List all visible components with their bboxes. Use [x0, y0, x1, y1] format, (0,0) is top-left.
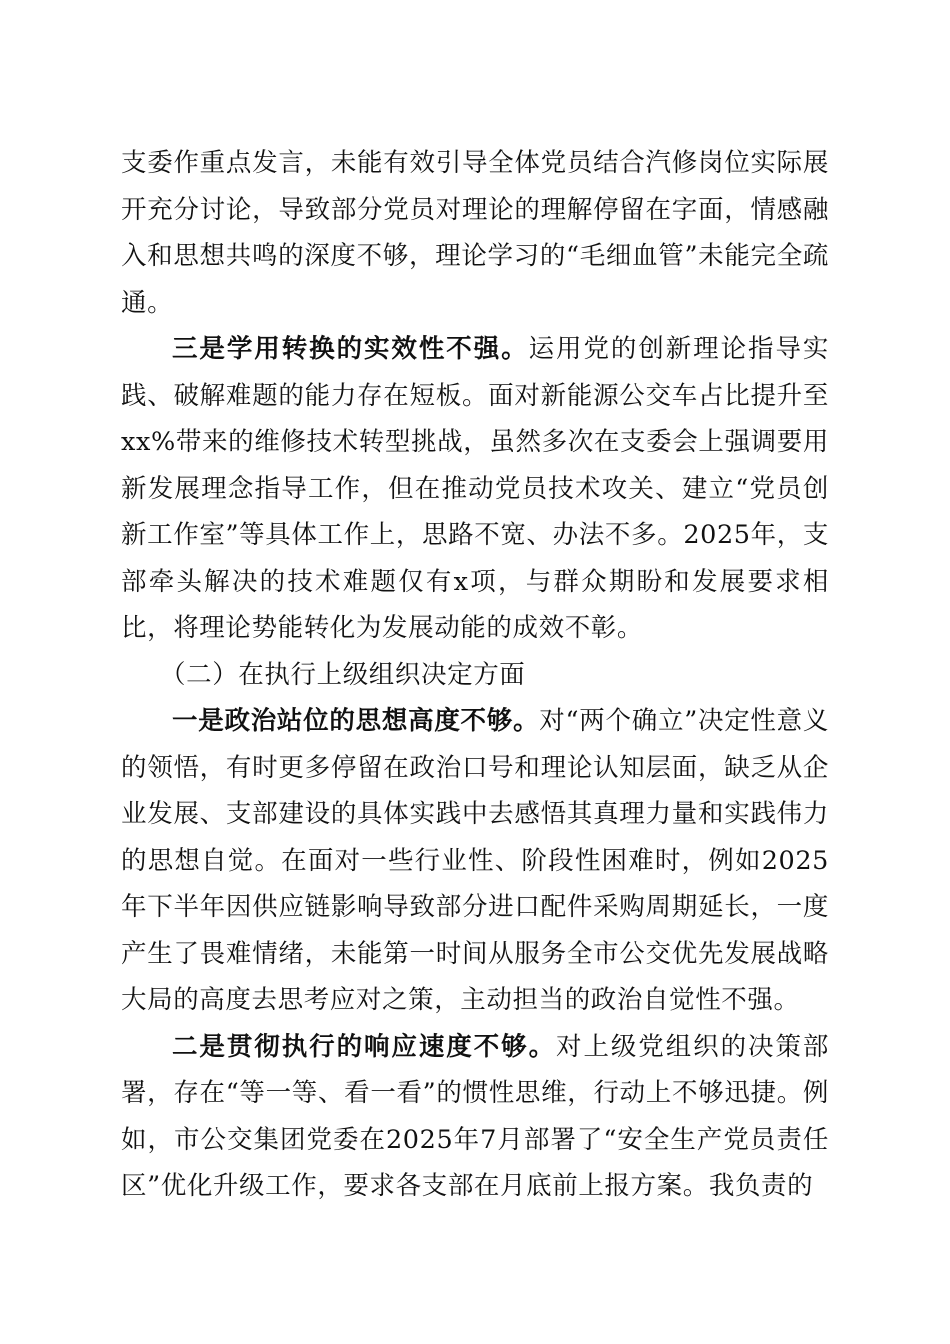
paragraph-text: 对“两个确立”决定性意义的领悟，有时更多停留在政治口号和理论认知层面，缺乏从企业发展、支部建设的具体实践中去感悟其真理力量和实践伟力的思想自觉。在面对一些行业性、阶段性困难时，例如2025年下半年因供应链影响导致部分进口配件采购周期延长，一度产生了畏难情绪，未能第一时间从服务全市公交优先发展战略大局的高度去思考应对之策，主动担当的政治自觉性不强。: [121, 706, 829, 1015]
paragraph-lead: 一是政治站位的思想高度不够。: [172, 706, 540, 736]
paragraph-text: 支委作重点发言，未能有效引导全体党员结合汽修岗位实际展开充分讨论，导致部分党员对理论的理解停留在字面，情感融入和思想共鸣的深度不够，理论学习的“毛细血管”未能完全疏通。: [121, 148, 829, 318]
document-body: [121, 140, 829, 1210]
paragraph-continuation: [121, 140, 829, 326]
section-heading: （二）在执行上级组织决定方面: [160, 659, 526, 690]
paragraph-point-two: [121, 1024, 829, 1210]
paragraph-text: 运用党的创新理论指导实践、破解难题的能力存在短板。面对新能源公交车占比提升至xx%带来的维修技术转型挑战，虽然多次在支委会上强调要用新发展理念指导工作，但在推动党员技术攻关、建立“党员创新工作室”等具体工作上，思路不宽、办法不多。2025年，支部牵头解决的技术难题仅有x项，与群众期盼和发展要求相比，将理论势能转化为发展动能的成效不彰。: [121, 334, 829, 643]
paragraph-lead: 三是学用转换的实效性不强。: [172, 334, 529, 364]
paragraph-text: 对上级党组织的决策部署，存在“等一等、看一看”的惯性思维，行动上不够迅捷。例如，市公交集团党委在2025年7月部署了“安全生产党员责任区”优化升级工作，要求各支部在月底前上报方案。我负责的: [121, 1031, 829, 1201]
paragraph-point-one: [121, 698, 829, 1024]
paragraph-lead: 二是贯彻执行的响应速度不够。: [172, 1031, 557, 1062]
paragraph-point-three: [121, 326, 829, 652]
